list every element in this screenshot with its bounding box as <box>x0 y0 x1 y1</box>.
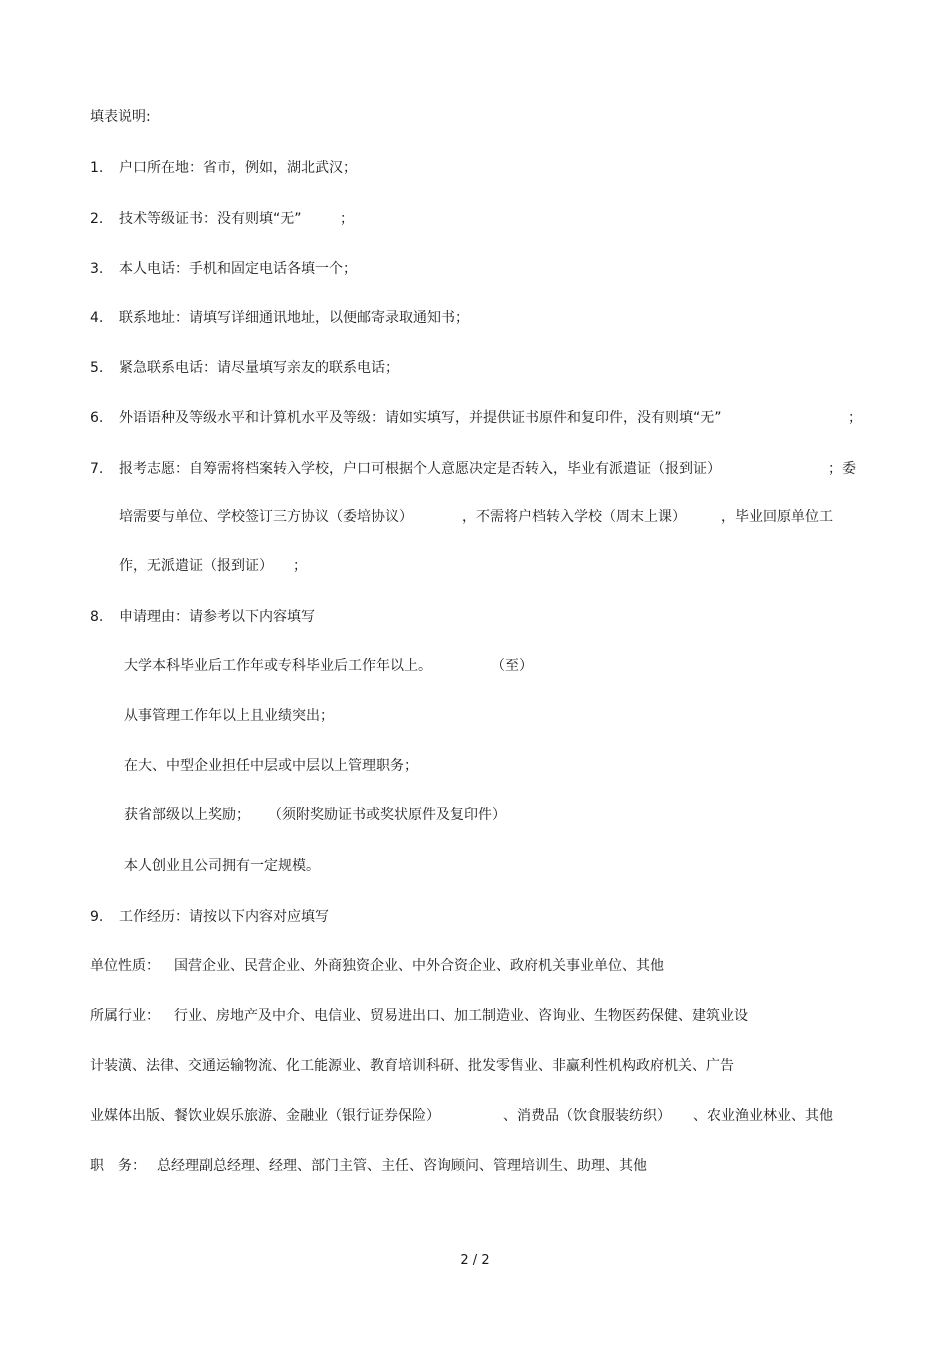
position-label: 职 务： <box>90 1158 146 1174</box>
item-8-number: 8. <box>90 609 104 625</box>
item-5-number: 5. <box>90 360 104 376</box>
page-number: 2 / 2 <box>460 1253 490 1268</box>
item-7-line-1-tail: ；委 <box>828 461 856 477</box>
industry-line-2: 计装潢、法律、交通运输物流、化工能源业、教育培训科研、批发零售业、非赢利性机构政府机关、广告 <box>90 1058 734 1074</box>
item-4-text: 联系地址：请填写详细通讯地址，以便邮寄录取通知书； <box>119 310 469 326</box>
item-5-text: 紧急联系电话：请尽量填写亲友的联系电话； <box>119 360 399 376</box>
item-6-tail: ； <box>848 410 862 426</box>
item-2-number: 2. <box>90 211 104 227</box>
industry-line-3b: 、消费品（饮食服装纺织） <box>503 1108 671 1124</box>
item-2-tail: ； <box>340 211 354 227</box>
industry-line-1: 行业、房地产及中介、电信业、贸易进出口、加工制造业、咨询业、生物医药保健、建筑业设 <box>174 1008 748 1024</box>
item-9-number: 9. <box>90 909 104 925</box>
item-7-line-1: 报考志愿：自筹需将档案转入学校，户口可根据个人意愿决定是否转入，毕业有派遣证（报到证） <box>119 461 721 477</box>
industry-line-3c: 、农业渔业林业、其他 <box>693 1108 833 1124</box>
reason-1: 大学本科毕业后工作年或专科毕业后工作年以上。 <box>124 658 432 674</box>
item-6-number: 6. <box>90 410 104 426</box>
reason-4: 获省部级以上奖励； <box>124 807 250 823</box>
reason-5: 本人创业且公司拥有一定规模。 <box>124 858 320 874</box>
reason-3: 在大、中型企业担任中层或中层以上管理职务； <box>124 758 418 774</box>
item-7-line-2c: ，毕业回原单位工 <box>721 509 833 525</box>
item-7-number: 7. <box>90 461 104 477</box>
item-2-text: 技术等级证书：没有则填“无” <box>119 211 302 227</box>
item-7-line-3: 作，无派遣证（报到证） <box>119 558 273 574</box>
reason-4-note: （须附奖励证书或奖状原件及复印件） <box>268 807 506 823</box>
unit-type-label: 单位性质： <box>90 958 160 974</box>
item-7-line-2a: 培需要与单位、学校签订三方协议（委培协议） <box>119 509 413 525</box>
position-values: 总经理副总经理、经理、部门主管、主任、咨询顾问、管理培训生、助理、其他 <box>157 1158 647 1174</box>
item-1-number: 1. <box>90 160 104 176</box>
item-8-text: 申请理由：请参考以下内容填写 <box>119 609 315 625</box>
reason-1-note: （至） <box>491 658 533 674</box>
item-3-number: 3. <box>90 261 104 277</box>
item-9-text: 工作经历：请按以下内容对应填写 <box>119 909 329 925</box>
unit-type-values: 国营企业、民营企业、外商独资企业、中外合资企业、政府机关事业单位、其他 <box>174 958 664 974</box>
item-7-line-3-tail: ； <box>293 558 307 574</box>
industry-line-3a: 业媒体出版、餐饮业娱乐旅游、金融业（银行证券保险） <box>90 1108 440 1124</box>
industry-label: 所属行业： <box>90 1008 160 1024</box>
reason-2: 从事管理工作年以上且业绩突出； <box>124 708 334 724</box>
item-4-number: 4. <box>90 310 104 326</box>
form-instructions-title: 填表说明: <box>90 109 151 125</box>
item-1-text: 户口所在地：省市，例如，湖北武汉； <box>119 160 357 176</box>
item-7-line-2b: ，不需将户档转入学校（周末上课） <box>462 509 686 525</box>
item-6-text: 外语语种及等级水平和计算机水平及等级：请如实填写，并提供证书原件和复印件，没有则填“无” <box>119 410 722 426</box>
item-3-text: 本人电话：手机和固定电话各填一个； <box>119 261 357 277</box>
